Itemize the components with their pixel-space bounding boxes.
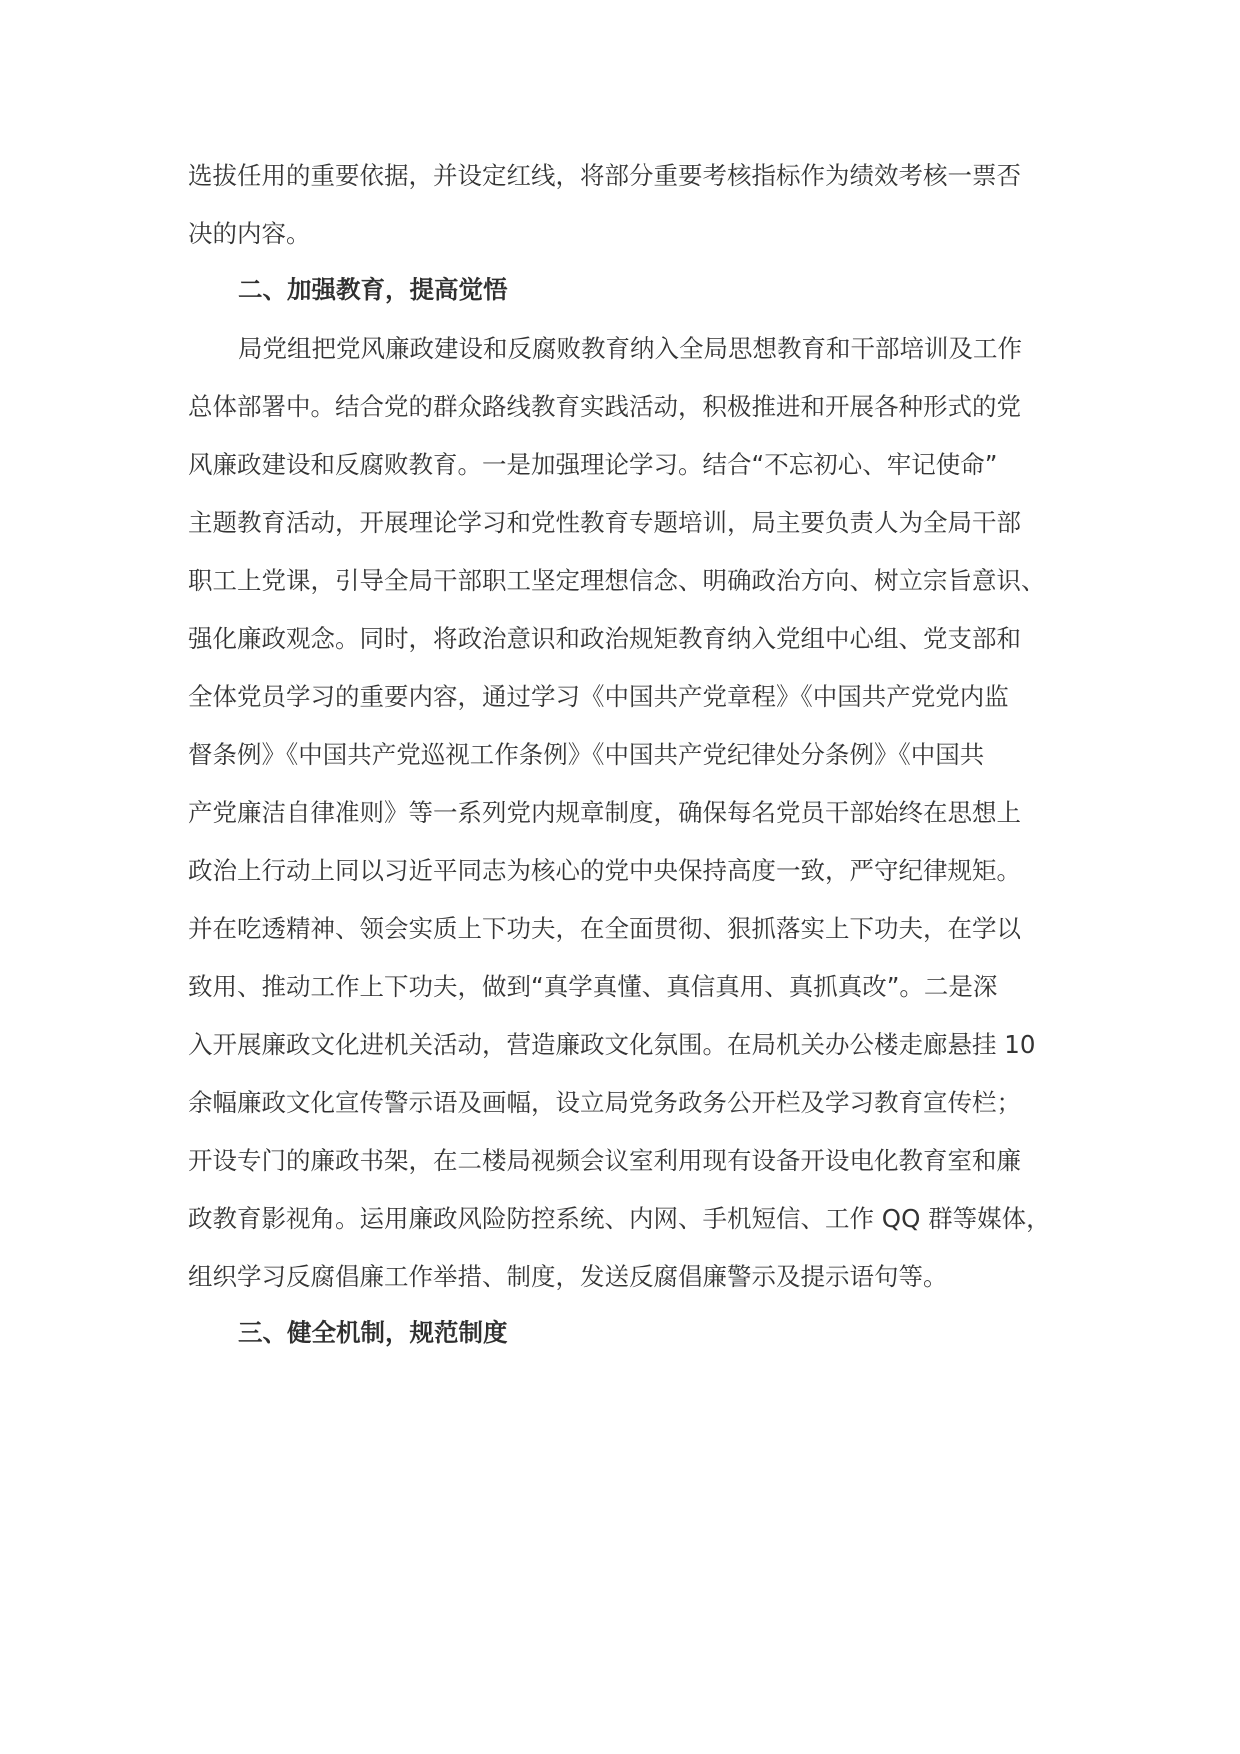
paragraph-line: 致用、推动工作上下功夫，做到“真学真懂、真信真用、真抓真改”。二是深 <box>188 972 998 1001</box>
paragraph-line: 政教育影视角。运用廉政风险防控系统、内网、手机短信、工作 QQ 群等媒体， <box>188 1204 1051 1233</box>
paragraph-line: 政治上行动上同以习近平同志为核心的党中央保持高度一致，严守纪律规矩。 <box>188 856 1021 885</box>
paragraph-line: 选拔任用的重要依据，并设定红线，将部分重要考核指标作为绩效考核一票否 <box>188 161 1021 190</box>
paragraph-line: 开设专门的廉政书架，在二楼局视频会议室利用现有设备开设电化教育室和廉 <box>188 1146 1021 1175</box>
section-heading: 三、健全机制，规范制度 <box>238 1318 508 1347</box>
paragraph-line: 产党廉洁自律准则》等一系列党内规章制度，确保每名党员干部始终在思想上 <box>188 798 1021 827</box>
paragraph-line: 职工上党课，引导全局干部职工坚定理想信念、明确政治方向、树立宗旨意识、 <box>188 566 1046 595</box>
paragraph-line: 督条例》《中国共产党巡视工作条例》《中国共产党纪律处分条例》《中国共 <box>188 740 985 769</box>
paragraph-line: 主题教育活动，开展理论学习和党性教育专题培训，局主要负责人为全局干部 <box>188 508 1021 537</box>
paragraph-line: 并在吃透精神、领会实质上下功夫，在全面贯彻、狠抓落实上下功夫，在学以 <box>188 914 1021 943</box>
paragraph-line: 入开展廉政文化进机关活动，营造廉政文化氛围。在局机关办公楼走廊悬挂 10 <box>188 1030 1036 1059</box>
paragraph-line: 组织学习反腐倡廉工作举措、制度，发送反腐倡廉警示及提示语句等。 <box>188 1262 948 1291</box>
paragraph-line: 总体部署中。结合党的群众路线教育实践活动，积极推进和开展各种形式的党 <box>188 392 1021 421</box>
paragraph-line: 全体党员学习的重要内容，通过学习《中国共产党章程》《中国共产党党内监 <box>188 682 1009 711</box>
paragraph-line: 决的内容。 <box>188 219 311 248</box>
paragraph-line: 强化廉政观念。同时，将政治意识和政治规矩教育纳入党组中心组、党支部和 <box>188 624 1021 653</box>
paragraph-line: 局党组把党风廉政建设和反腐败教育纳入全局思想教育和干部培训及工作 <box>238 334 1022 363</box>
paragraph-line: 风廉政建设和反腐败教育。一是加强理论学习。结合“不忘初心、牢记使命” <box>188 450 998 479</box>
paragraph-line: 余幅廉政文化宣传警示语及画幅，设立局党务政务公开栏及学习教育宣传栏； <box>188 1088 1021 1117</box>
section-heading: 二、加强教育，提高觉悟 <box>238 275 508 304</box>
